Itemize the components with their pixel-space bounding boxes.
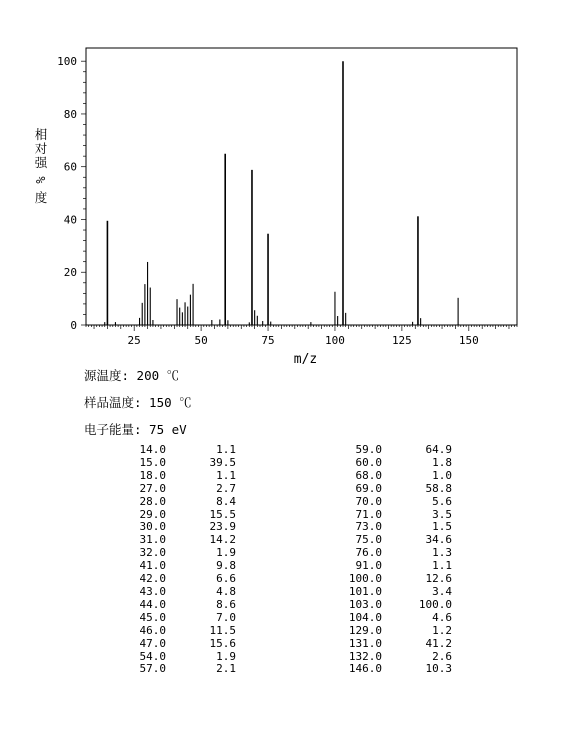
- mz-value: 131.0: [348, 636, 382, 650]
- intensity-value: 8.6: [216, 597, 236, 611]
- mz-value: 18.0: [139, 468, 166, 482]
- table-row: [100, 625, 236, 638]
- intensity-value: 7.0: [216, 610, 236, 624]
- mz-value: 71.0: [355, 507, 382, 521]
- y-axis-label: [33, 128, 49, 205]
- mz-value: 42.0: [139, 572, 166, 586]
- x-tick-label: 125: [391, 334, 412, 347]
- mz-value: 57.0: [139, 662, 166, 676]
- y-tick-label: 0: [70, 319, 77, 332]
- intensity-value: 1.2: [432, 623, 452, 637]
- mz-value: 76.0: [355, 546, 382, 560]
- x-tick-label: 50: [194, 334, 208, 347]
- intensity-value: 14.2: [209, 533, 236, 547]
- y-axis-label-char: 相: [34, 127, 48, 142]
- table-row: [100, 599, 236, 612]
- mz-value: 146.0: [348, 662, 382, 676]
- intensity-value: 8.4: [216, 494, 236, 508]
- intensity-value: 64.9: [425, 443, 452, 456]
- intensity-value: 4.8: [216, 584, 236, 598]
- mz-value: 46.0: [139, 623, 166, 637]
- spectrum-peaks: [105, 61, 458, 325]
- mz-value: 15.0: [139, 455, 166, 469]
- mz-value: 29.0: [139, 507, 166, 521]
- x-tick-label: 100: [325, 334, 345, 347]
- table-row: [316, 612, 452, 625]
- mz-value: 59.0: [355, 443, 382, 456]
- intensity-value: 10.3: [425, 662, 452, 676]
- intensity-value: 58.8: [425, 481, 452, 495]
- mz-value: 44.0: [139, 597, 166, 611]
- y-axis-label-char: 度: [34, 190, 48, 205]
- intensity-value: 2.7: [216, 481, 236, 495]
- mz-value: 104.0: [348, 610, 382, 624]
- x-axis-label: m/z: [293, 352, 318, 367]
- intensity-value: 5.6: [432, 494, 452, 508]
- mz-value: 43.0: [139, 584, 166, 598]
- mz-value: 31.0: [139, 533, 166, 547]
- mz-value: 69.0: [355, 481, 382, 495]
- mz-value: 45.0: [139, 610, 166, 624]
- table-row: [316, 586, 452, 599]
- mz-value: 129.0: [348, 623, 382, 637]
- y-tick-label: 20: [63, 266, 77, 280]
- table-row: [316, 663, 452, 676]
- intensity-value: 3.5: [432, 507, 452, 521]
- x-tick-label: 75: [261, 334, 275, 347]
- intensity-value: 11.5: [209, 623, 236, 637]
- table-row: [100, 470, 236, 483]
- intensity-value: 1.8: [432, 455, 452, 469]
- intensity-value: 4.6: [432, 610, 452, 624]
- table-row: [316, 444, 452, 457]
- mz-value: 47.0: [139, 636, 166, 650]
- table-row: [100, 638, 236, 651]
- mz-value: 60.0: [355, 455, 382, 469]
- table-row: [100, 612, 236, 625]
- mz-value: 132.0: [348, 649, 382, 663]
- table-row: [316, 625, 452, 638]
- x-tick-label: 150: [458, 334, 479, 347]
- intensity-value: 23.9: [209, 520, 236, 534]
- table-row: [100, 586, 236, 599]
- mz-value: 101.0: [348, 584, 382, 598]
- intensity-value: 15.5: [209, 507, 236, 521]
- mz-value: 70.0: [355, 494, 382, 508]
- mz-value: 54.0: [139, 649, 166, 663]
- table-row: [100, 663, 236, 676]
- y-axis-label-char: 对: [34, 141, 48, 156]
- mz-value: 32.0: [139, 546, 166, 560]
- sample-temperature: 样品温度: 150 ℃: [84, 395, 192, 410]
- intensity-value: 1.1: [216, 443, 236, 456]
- mz-value: 73.0: [355, 520, 382, 534]
- peak-table-right: [316, 444, 452, 676]
- table-row: [316, 483, 452, 496]
- y-axis-label-char: %: [34, 176, 48, 184]
- mz-value: 14.0: [139, 443, 166, 456]
- electron-energy: 电子能量: 75 eV: [84, 422, 187, 437]
- intensity-value: 41.2: [425, 636, 452, 650]
- intensity-value: 1.9: [216, 649, 236, 663]
- intensity-value: 100.0: [418, 597, 452, 611]
- intensity-value: 1.0: [432, 468, 452, 482]
- plot-frame: [86, 48, 517, 325]
- y-tick-label: 60: [63, 160, 77, 174]
- y-axis-label-char: 强: [34, 155, 48, 170]
- intensity-value: 3.4: [432, 584, 452, 598]
- intensity-value: 12.6: [425, 572, 452, 586]
- intensity-value: 1.3: [432, 546, 452, 560]
- mz-value: 68.0: [355, 468, 382, 482]
- table-row: [316, 638, 452, 651]
- y-tick-label: 80: [63, 107, 77, 121]
- mz-value: 28.0: [139, 494, 166, 508]
- intensity-value: 1.1: [216, 468, 236, 482]
- table-row: [316, 496, 452, 509]
- mz-value: 103.0: [348, 597, 382, 611]
- axis-ticks: [57, 55, 517, 367]
- mz-value: 100.0: [348, 572, 382, 586]
- source-temperature: 源温度: 200 ℃: [84, 368, 180, 383]
- table-row: [100, 444, 236, 457]
- table-row: [316, 457, 452, 470]
- intensity-value: 1.1: [432, 559, 452, 573]
- table-row: [316, 470, 452, 483]
- x-tick-label: 25: [127, 334, 141, 347]
- peak-table-left: [100, 444, 236, 676]
- mz-value: 41.0: [139, 559, 166, 573]
- table-row: [100, 483, 236, 496]
- table-row: [316, 599, 452, 612]
- table-row: [100, 496, 236, 509]
- y-tick-label: 40: [63, 213, 77, 227]
- intensity-value: 2.1: [216, 662, 236, 676]
- y-tick-label: 100: [57, 55, 77, 69]
- plot-border: [86, 48, 517, 325]
- intensity-value: 15.6: [209, 636, 236, 650]
- intensity-value: 6.6: [216, 572, 236, 586]
- mz-value: 91.0: [355, 559, 382, 573]
- intensity-value: 1.9: [216, 546, 236, 560]
- mz-value: 27.0: [139, 481, 166, 495]
- mz-value: 75.0: [355, 533, 382, 547]
- intensity-value: 9.8: [216, 559, 236, 573]
- table-row: [100, 457, 236, 470]
- intensity-value: 34.6: [425, 533, 452, 547]
- intensity-value: 2.6: [432, 649, 452, 663]
- intensity-value: 39.5: [209, 455, 236, 469]
- intensity-value: 1.5: [432, 520, 452, 534]
- mz-value: 30.0: [139, 520, 166, 534]
